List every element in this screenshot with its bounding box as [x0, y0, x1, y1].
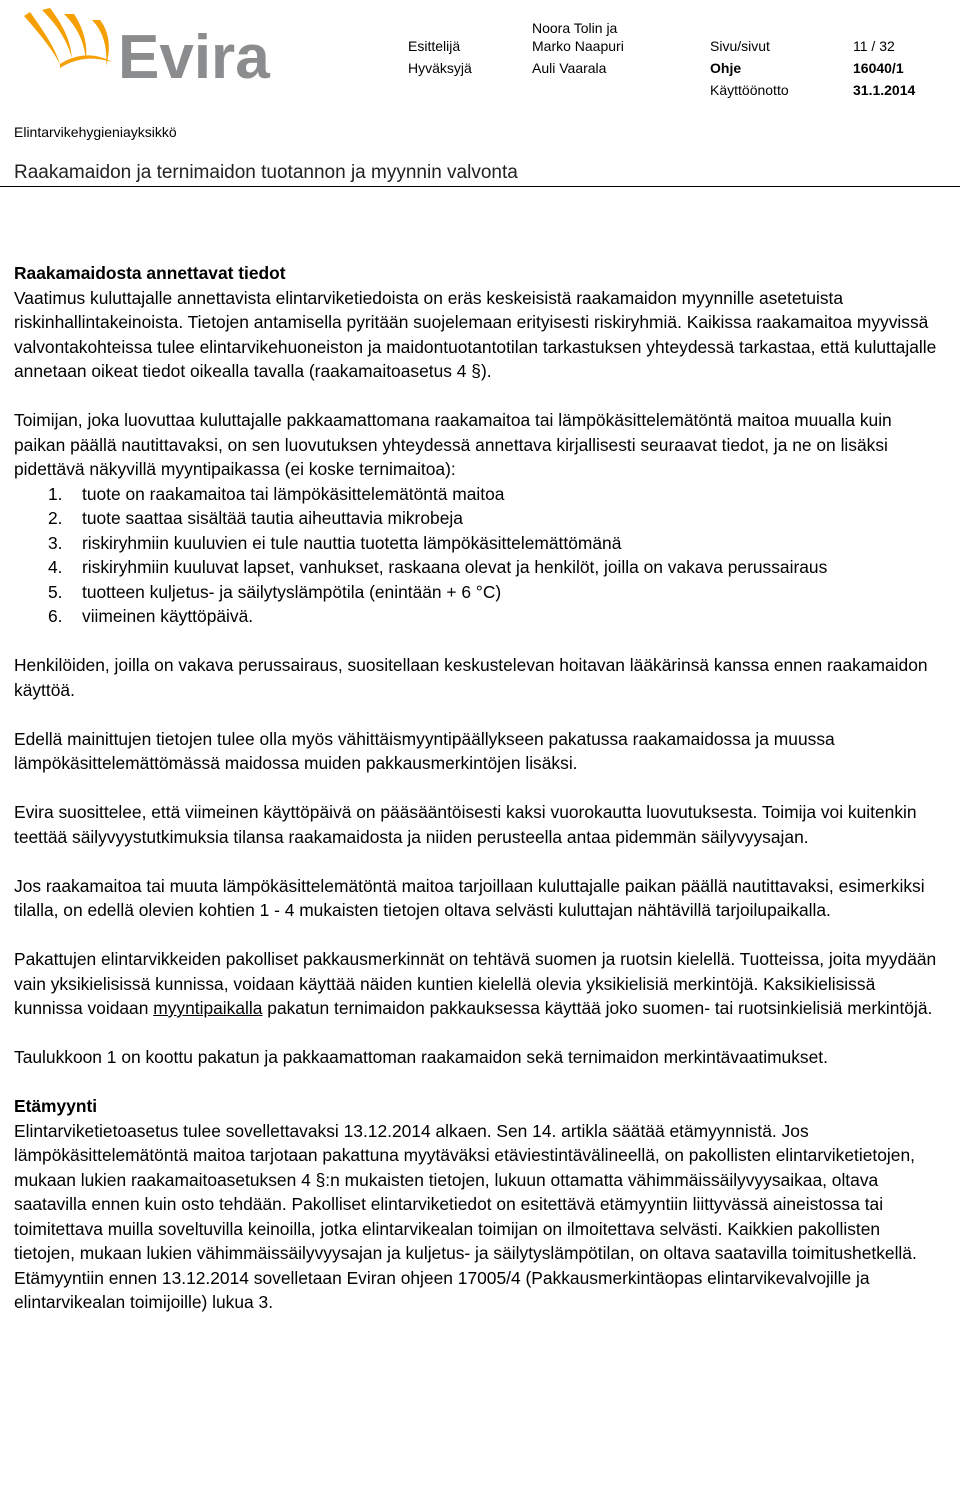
presenter-name-line2: Marko Naapuri — [532, 38, 624, 54]
adoption-label: Käyttöönotto — [710, 82, 789, 98]
section-title-distance-selling: Etämyynti — [14, 1096, 98, 1116]
paragraph: Evira suosittelee, että viimeinen käyttöpäivä on pääsääntöisesti kaksi vuorokautta luovutuksesta. Toimija voi kuitenkin teettää säilyvyystutkimuksia tilansa raakamaidosta ja niiden perusteella antaa pidemmän säilyvyysajan. — [14, 802, 917, 847]
evira-logo — [20, 6, 278, 86]
presenter-name-line1: Noora Tolin ja — [532, 20, 618, 36]
document-title: Raakamaidon ja ternimaidon tuotannon ja myynnin valvonta — [14, 162, 518, 183]
unit-name: Elintarvikehygieniayksikkö — [14, 124, 177, 140]
document-body — [14, 261, 944, 1339]
approver-name: Auli Vaarala — [532, 60, 607, 76]
list-item: 2. tuote saattaa sisältää tautia aiheuttavia mikrobeja — [48, 508, 463, 528]
doc-number: 16040/1 — [853, 60, 904, 76]
list-item: 1. tuote on raakamaitoa tai lämpökäsittelemätöntä maitoa — [48, 483, 505, 504]
page-label: Sivu/sivut — [710, 38, 770, 54]
evira-logo-text: Evira — [118, 23, 270, 86]
page-value: 11 / 32 — [853, 38, 895, 54]
required-info-list — [14, 482, 944, 629]
paragraph: Henkilöiden, joilla on vakava perussairaus, suositellaan keskustelevan hoitavan lääkärinsä kanssa ennen raakamaidon käyttöä. — [14, 655, 928, 700]
paragraph: Toimijan, joka luovuttaa kuluttajalle pakkaamattomana raakamaitoa tai lämpökäsittelemätöntä maitoa muualla kuin paikan päällä nautittavaksi, on sen luovutuksen yhteydessä annettava kirjallisesti seuraavat tiedot, ja ne on lisäksi pidettävä näkyvillä myyntipaikassa (ei koske ternimaitoa): — [14, 410, 892, 479]
evira-logo-rays-icon — [24, 8, 112, 68]
list-item: 6. viimeinen käyttöpäivä. — [48, 606, 254, 626]
paragraph: Jos raakamaitoa tai muuta lämpökäsittelemätöntä maitoa tarjoillaan kuluttajalle paikan päällä nautittavaksi, esimerkiksi tilalla, on edellä olevien kohtien 1 - 4 mukaisten tietojen oltava selvästi kuluttajan nähtävillä tarjoilupaikalla. — [14, 875, 925, 920]
underlined-term: myyntipaikalla — [153, 998, 263, 1018]
list-item: 5. tuotteen kuljetus- ja säilytyslämpötila (enintään + 6 °C) — [48, 581, 502, 602]
paragraph: Edellä mainittujen tietojen tulee olla myös vähittäismyyntipäällykseen pakatussa raakamaidossa ja muussa lämpökäsittelemättömässä maidossa muiden pakkausmerkintöjen lisäksi. — [14, 728, 835, 773]
doc-type-label: Ohje — [710, 60, 742, 76]
paragraph: Vaatimus kuluttajalle annettavista elintarviketiedoista on eräs keskeisistä raakamaidon myynnille asetetuista riskinhallintakeinoista. Tietojen antamisella pyritään suojelemaan erityisesti riskiryhmiä. Kaikissa raakamaitoa myyvissä valvontakohteissa tulee elintarvikehuoneiston ja maidontuotantotilan tarkastuksen yhteydessä tarkastaa, että kuluttajalle annetaan oikeat tiedot oikealla tavalla (raakamaitoasetus 4 §). — [14, 287, 937, 381]
list-item: 3. riskiryhmiin kuuluvien ei tule nauttia tuotetta lämpökäsittelemättömänä — [48, 532, 622, 553]
paragraph: Taulukkoon 1 on koottu pakatun ja pakkaamattoman raakamaidon sekä ternimaidon merkintävaatimukset. — [14, 1047, 828, 1067]
section-title-raw-milk-info: Raakamaidosta annettavat tiedot — [14, 263, 286, 283]
list-item: 4. riskiryhmiin kuuluvat lapset, vanhukset, raskaana olevat ja henkilöt, joilla on vakava perussairaus — [48, 557, 828, 577]
adoption-date: 31.1.2014 — [853, 82, 916, 98]
approver-label: Hyväksyjä — [408, 60, 472, 76]
paragraph: Elintarviketietoasetus tulee sovellettavaksi 13.12.2014 alkaen. Sen 14. artikla säätää etämyynnistä. Jos lämpökäsittelemätöntä maitoa tarjotaan pakattuna myytäväksi etäviestintävälineellä, on pakollisten elintarviketietojen, mukaan lukien raakamaitoasetuksen 4 §:n mukaisten tietojen, lukuun ottamatta vähimmäissäilyvyysaikaa, oltava saatavilla ennen kuin osto tehdään. Pakolliset elintarviketiedot on esitettävä etämyyntiin liittyvässä aineistossa tai toimitettava muilla soveltuvilla keinoilla, jotka elintarvikealan toimijan on ilmoitettava selvästi. Kaikkien pakollisten tietojen, mukaan lukien vähimmäissäilyvyysajan ja kuljetus- ja säilytyslämpötilan, on oltava saatavilla toimitushetkellä. Etämyyntiin ennen 13.12.2014 sovelletaan Eviran ohjeen 17005/4 (Pakkausmerkintäopas elintarvikevalvojille ja elintarvikealan toimijoille) lukua 3. — [14, 1120, 917, 1312]
header-divider — [0, 186, 960, 187]
presenter-label: Esittelijä — [408, 38, 461, 54]
paragraph: Pakattujen elintarvikkeiden pakolliset pakkausmerkinnät on tehtävä suomen ja ruotsin kielellä. Tuotteissa, joita myydään vain yksikielisissä kunnissa, voidaan käyttää näiden kuntien kielellä olevia yksikielisiä merkintöjä. Kaksikielisissä kunnissa voidaan myyntipaikalla pakatun ternimaidon pakkauksessa käyttää joko suomen- tai ruotsinkielisiä merkintöjä. — [14, 949, 937, 1018]
